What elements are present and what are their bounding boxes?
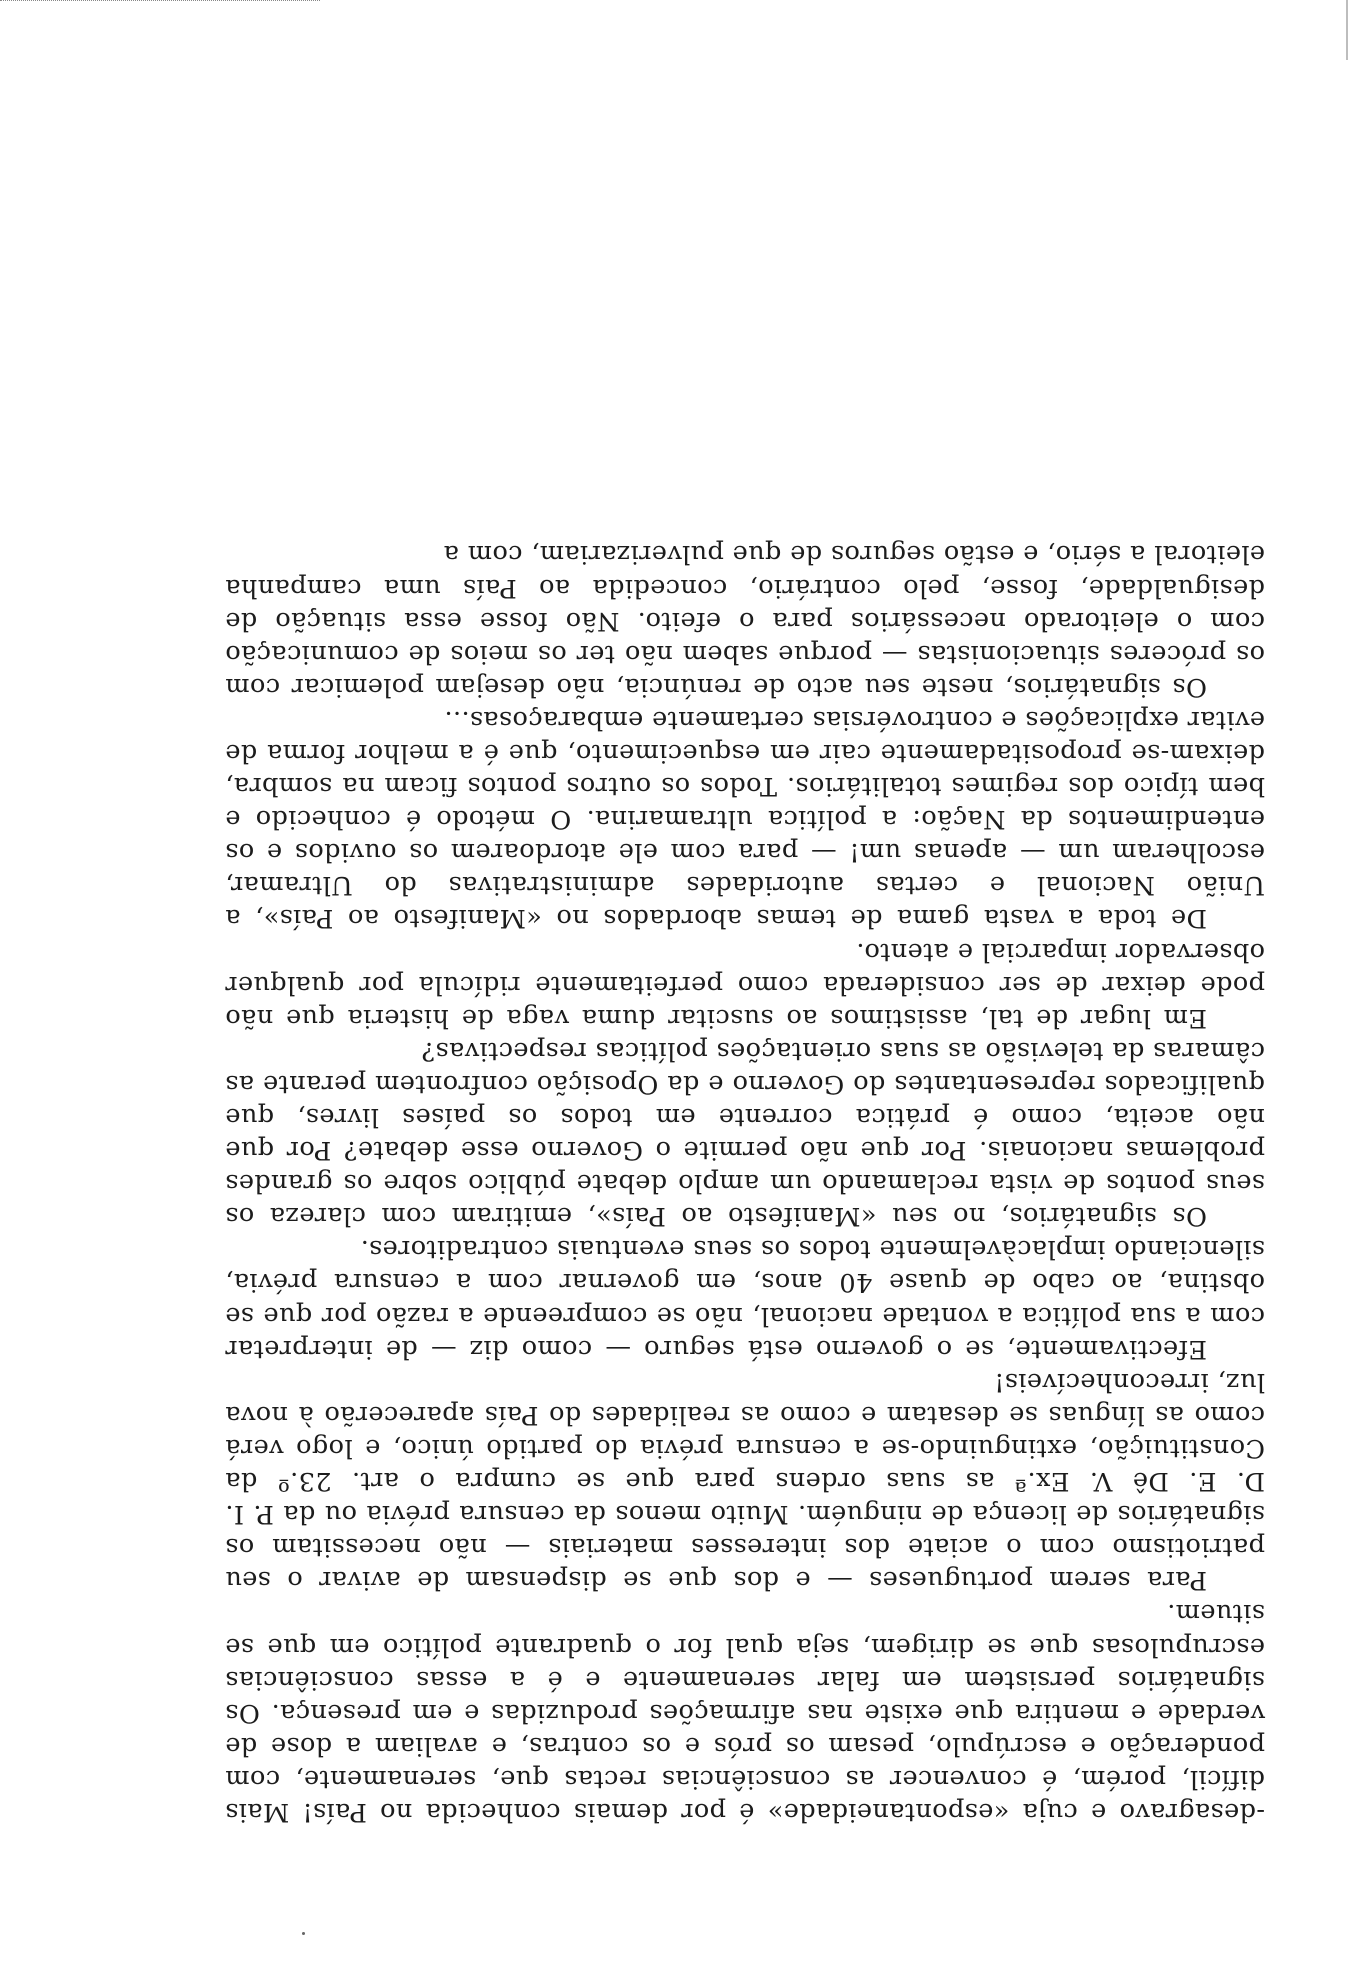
paragraph: Os signatários, neste seu acto de renúncia, não desejam polemicar com os próceres situacionistas — porque sabem não ter os meios de comunicação com o eleitorado necessários para o efeito. Não fosse essa situação de desigualdade, fosse, pelo contrário, concedida ao País uma campanha eleitoral a sério, e estão seguros de que pulverizariam, com a bbox=[225, 539, 1265, 702]
document-body bbox=[225, 537, 1265, 1828]
paragraph: De toda a vasta gama de temas abordados no «Manifesto ao País», a União Nacional e certas autoridades administrativas do Ultramar, escolheram um — apenas um! — para com ele atordoarem os ouvidos e os entendimentos da Nação: a política ultramarina. O método é conhecido e bem típico dos regimes totalitários. Todos os outros pontos ficam na sombra, deixam-se propositadamente cair em esquecimento, que é a melhor forma de evitar explicações e controvérsias certamente embaraçosas... bbox=[225, 704, 1265, 934]
paragraph: Os signatários, no seu «Manifesto ao País», emitiram com clareza os seus pontos de vista reclamando um amplo debate público sobre os grandes problemas nacionais. Por que não permite o Governo esse debate? Por que não aceita, como é prática corrente em todos os países livres, que qualificados representantes do Governo e da Oposição confrontem perante as câmaras da televisão as suas orientações políticas respectivas? bbox=[225, 1035, 1265, 1232]
paragraph: Efectivamente, se o governo está seguro — como diz — de interpretar com a sua política a vontade nacional, não se compreende a razão por que se obstina, ao cabo de quase 40 anos, em governar com a censura prévia, silenciando implacàvelmente todos os seus eventuais contraditores. bbox=[225, 1234, 1265, 1364]
paragraph: Para serem portugueses — e dos que se dispensam de avivar o seu patriotismo com o aciate dos interesses materiais — não necessitam os signatários de licença de ninguém. Muito menos da censura prévia ou da P. I. D. E. Dê V. Ex.ª as suas ordens para que se cumpra o art. 23.º da Constituição, extinguindo-se a censura prévia do partido único, e logo verá como as línguas se desatam e como as realidades do País aparecerão à nova luz, irreconhecíveis! bbox=[225, 1366, 1265, 1596]
paragraph: -desagravo e cuja «espontaneidade» é por demais conhecida no País! Mais difícil, porém, é convencer as consciências rectas que, serenamente, com ponderação e escrúpulo, pesam os prós e os contras, e avaliam a dose de verdade e mentira que existe nas afirmações produzidas e em presença. Os signatários persistem em falar serenamente e é a essas consciências escrupulosas que se dirigem, seja qual for o quadrante político em que se situem. bbox=[225, 1598, 1265, 1827]
paragraph: Em lugar de tal, assistimos ao suscitar duma vaga de histeria que não pode deixar de ser considerada como perfeitamente ridícula por qualquer observador imparcial e atento. bbox=[225, 936, 1265, 1033]
